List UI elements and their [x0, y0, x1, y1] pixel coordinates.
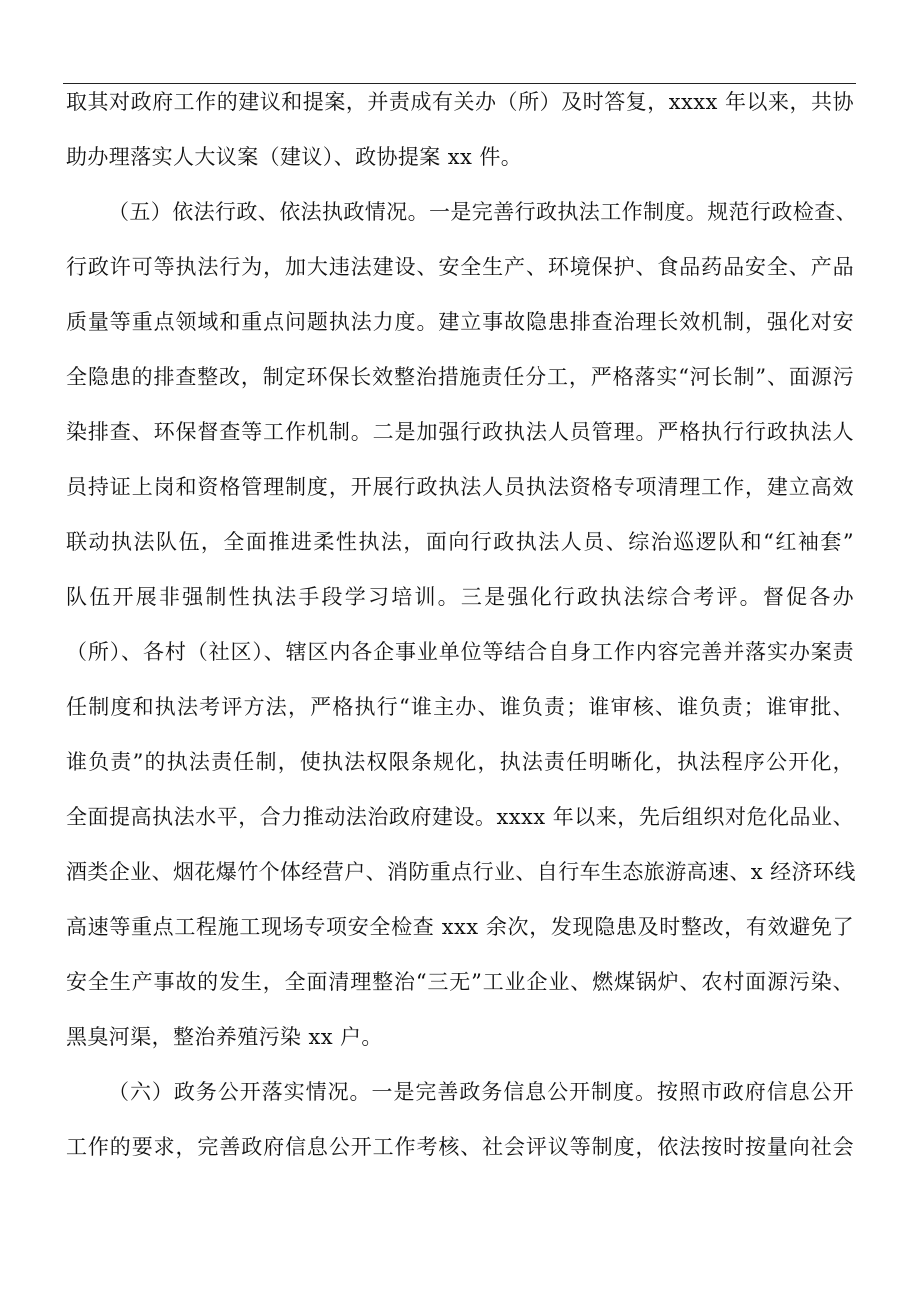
text-line: 任制度和执法考评方法，严格执行“谁主办、谁负责；谁审核、谁负责；谁审批、: [66, 695, 854, 719]
text-line: （五）依法行政、依法执政情况。一是完善行政执法工作制度。规范行政检查、: [108, 200, 857, 224]
text-line: 谁负责”的执法责任制，使执法权限条规化，执法责任明晰化，执法程序公开化，: [66, 750, 854, 774]
text-line: （所）、各村（社区）、辖区内各企事业单位等结合自身工作内容完善并落实办案责: [66, 640, 854, 664]
text-line: 酒类企业、烟花爆竹个体经营户、消防重点行业、自行车生态旅游高速、x 经济环线: [66, 860, 856, 884]
text-line: 黑臭河渠，整治养殖污染 xx 户。: [66, 1025, 383, 1049]
text-line: 全隐患的排查整改，制定环保长效整治措施责任分工，严格落实“河长制”、面源污: [66, 365, 854, 389]
text-line: 染排查、环保督查等工作机制。二是加强行政执法人员管理。严格执行行政执法人: [66, 420, 854, 444]
text-line: 取其对政府工作的建议和提案，并责成有关办（所）及时答复，xxxx 年以来，共协: [66, 90, 854, 114]
header-rule: [63, 83, 856, 84]
text-line: 工作的要求，完善政府信息公开工作考核、社会评议等制度，依法按时按量向社会: [66, 1135, 854, 1159]
text-line: 全面提高执法水平，合力推动法治政府建设。xxxx 年以来，先后组织对危化品业、: [66, 805, 854, 829]
text-line: 行政许可等执法行为，加大违法建设、安全生产、环境保护、食品药品安全、产品: [66, 255, 854, 279]
text-line: 队伍开展非强制性执法手段学习培训。三是强化行政执法综合考评。督促各办: [66, 585, 854, 609]
text-line: 联动执法队伍，全面推进柔性执法，面向行政执法人员、综治巡逻队和“红袖套”: [66, 530, 854, 554]
text-line: 员持证上岗和资格管理制度，开展行政执法人员执法资格专项清理工作，建立高效: [66, 475, 854, 499]
text-line: 质量等重点领域和重点问题执法力度。建立事故隐患排查治理长效机制，强化对安: [66, 310, 854, 334]
text-line: （六）政务公开落实情况。一是完善政务信息公开制度。按照市政府信息公开: [108, 1080, 854, 1104]
text-line: 高速等重点工程施工现场专项安全检查 xxx 余次，发现隐患及时整改，有效避免了: [66, 915, 854, 939]
text-line: 安全生产事故的发生，全面清理整治“三无”工业企业、燃煤锅炉、农村面源污染、: [66, 970, 854, 994]
text-line: 助办理落实人大议案（建议）、政协提案 xx 件。: [66, 145, 523, 169]
